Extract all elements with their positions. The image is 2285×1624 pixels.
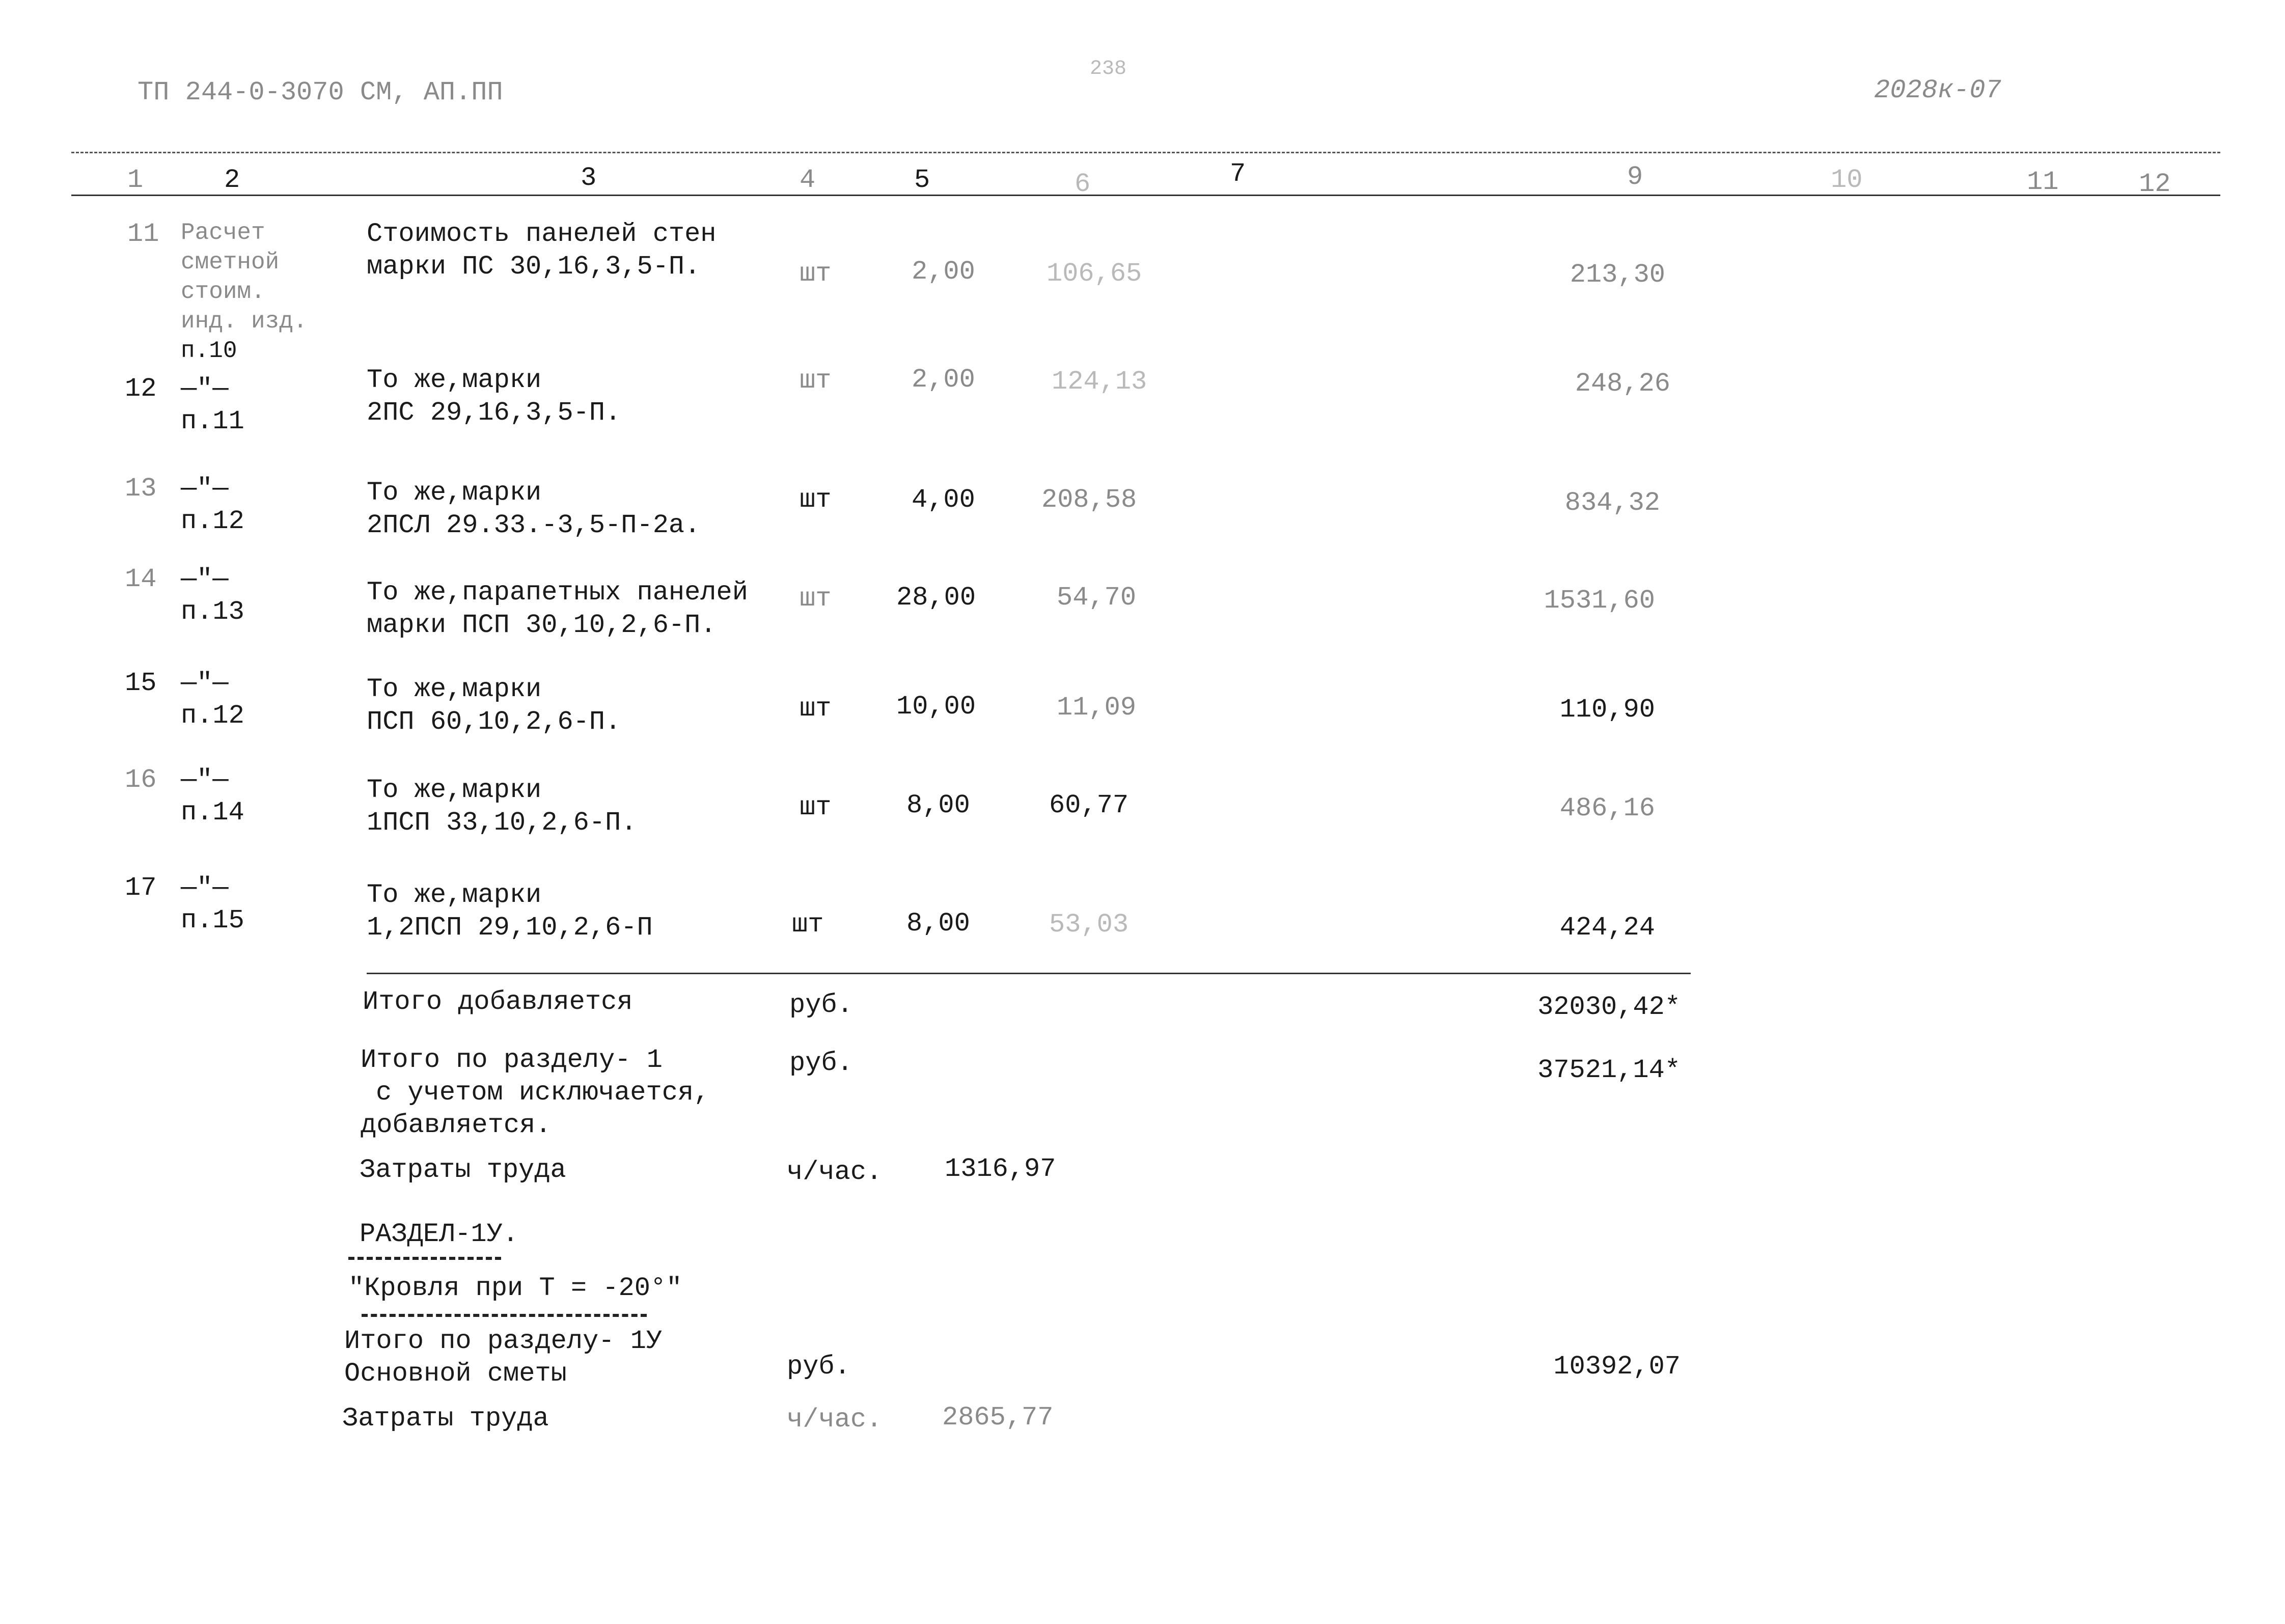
row-reference: Расчет сметной стоим. инд. изд. п.10: [181, 219, 308, 364]
row-description: То же,марки 1,2ПСП 29,10,2,6-П: [367, 880, 653, 943]
row-number: 16: [125, 765, 157, 795]
row-total: 424,24: [1559, 913, 1655, 943]
added-total-value: 32030,42*: [1537, 992, 1681, 1022]
column-number: 7: [1230, 159, 1246, 189]
row-unit: шт: [800, 584, 832, 614]
section1-total-value: 37521,14*: [1537, 1055, 1681, 1085]
labor-cost-unit: ч/час.: [787, 1157, 883, 1187]
column-number: 4: [800, 165, 816, 195]
row-unit-price: 11,09: [1057, 693, 1137, 723]
row-description: То же,марки 1ПСП 33,10,2,6-П.: [367, 775, 637, 838]
row-total: 248,26: [1575, 369, 1670, 399]
labor-cost-unit: ч/час.: [787, 1405, 883, 1435]
section4-total-label: Итого по разделу- 1У Основной сметы: [344, 1326, 663, 1389]
column-number: 3: [581, 163, 597, 193]
row-unit-price: 60,77: [1049, 790, 1129, 820]
row-quantity: 4,00: [912, 485, 975, 515]
row-description: То же,марки ПСП 60,10,2,6-П.: [367, 674, 621, 737]
column-number: 10: [1831, 165, 1863, 195]
row-quantity: 28,00: [896, 583, 976, 613]
row-unit-price: 106,65: [1047, 259, 1142, 289]
row-total: 1531,60: [1544, 586, 1655, 616]
row-description: То же,марки 2ПС 29,16,3,5-П.: [367, 365, 621, 428]
row-number: 12: [125, 374, 157, 404]
column-number: 6: [1075, 169, 1091, 199]
row-quantity: 10,00: [896, 692, 976, 722]
column-number: 5: [914, 165, 930, 195]
row-unit-price: 208,58: [1041, 485, 1137, 515]
row-unit-price: 124,13: [1052, 367, 1147, 397]
row-unit: шт: [800, 485, 832, 515]
row-number: 14: [125, 564, 157, 594]
section1-total-unit: руб.: [789, 1048, 853, 1078]
column-number: 1: [127, 165, 144, 195]
archive-stamp: 2028к-07: [1874, 75, 2001, 105]
row-description: Стоимость панелей стен марки ПС 30,16,3,5-П.: [367, 219, 717, 282]
column-number: 12: [2139, 169, 2171, 199]
header-bottom-rule: [71, 195, 2220, 196]
column-number: 11: [2027, 167, 2059, 197]
row-number: 15: [125, 668, 157, 698]
row-number: 13: [125, 474, 157, 504]
section1-total-label: Итого по разделу- 1 с учетом исключается, добавляется.: [361, 1045, 710, 1140]
section4-total-unit: руб.: [787, 1352, 850, 1382]
section4-total-value: 10392,07: [1553, 1352, 1681, 1382]
row-total: 213,30: [1570, 260, 1665, 290]
labor-cost-value: 2865,77: [942, 1402, 1054, 1433]
section4-title: РАЗДЕЛ-1У.: [360, 1219, 519, 1249]
row-total: 486,16: [1559, 793, 1655, 823]
added-total-label: Итого добавляется: [363, 987, 633, 1017]
section4-subtitle: "Кровля при Т = -20°": [348, 1273, 682, 1303]
added-total-unit: руб.: [789, 990, 853, 1020]
header-top-rule: [71, 152, 2220, 153]
row-total: 834,32: [1564, 488, 1660, 518]
row-reference: —"— п.15: [181, 873, 244, 935]
row-unit: шт: [800, 792, 832, 822]
section4-title-underline: [348, 1257, 501, 1260]
row-number: 11: [127, 219, 159, 249]
column-number: 9: [1627, 162, 1643, 192]
page-number: 238: [1090, 58, 1127, 80]
labor-cost-label: Затраты труда: [360, 1155, 566, 1185]
row-reference: —"— п.14: [181, 765, 244, 828]
row-description: То же,парапетных панелей марки ПСП 30,10,2,6-П.: [367, 577, 748, 640]
row-description: То же,марки 2ПСЛ 29.33.-3,5-П-2а.: [367, 478, 701, 540]
row-reference: —"— п.11: [181, 374, 244, 436]
row-quantity: 8,00: [906, 790, 970, 820]
totals-rule: [367, 973, 1691, 974]
row-unit-price: 54,70: [1057, 583, 1137, 613]
document-code: ТП 244-0-3070 СМ, АП.ПП: [137, 77, 503, 107]
row-reference: —"— п.13: [181, 564, 244, 627]
row-reference: —"— п.12: [181, 668, 244, 731]
column-number: 2: [224, 165, 240, 195]
labor-cost-value: 1316,97: [945, 1154, 1056, 1184]
row-unit: шт: [792, 910, 824, 940]
row-quantity: 8,00: [906, 909, 970, 939]
row-unit: шт: [800, 259, 832, 289]
row-total: 110,90: [1559, 695, 1655, 725]
row-unit: шт: [800, 366, 832, 396]
row-number: 17: [125, 873, 157, 903]
row-unit: шт: [800, 694, 832, 724]
labor-cost-label: Затраты труда: [342, 1403, 549, 1434]
section4-subtitle-underline: [362, 1314, 647, 1317]
row-quantity: 2,00: [912, 257, 975, 287]
row-unit-price: 53,03: [1049, 910, 1129, 940]
row-quantity: 2,00: [912, 365, 975, 395]
row-reference: —"— п.12: [181, 474, 244, 536]
